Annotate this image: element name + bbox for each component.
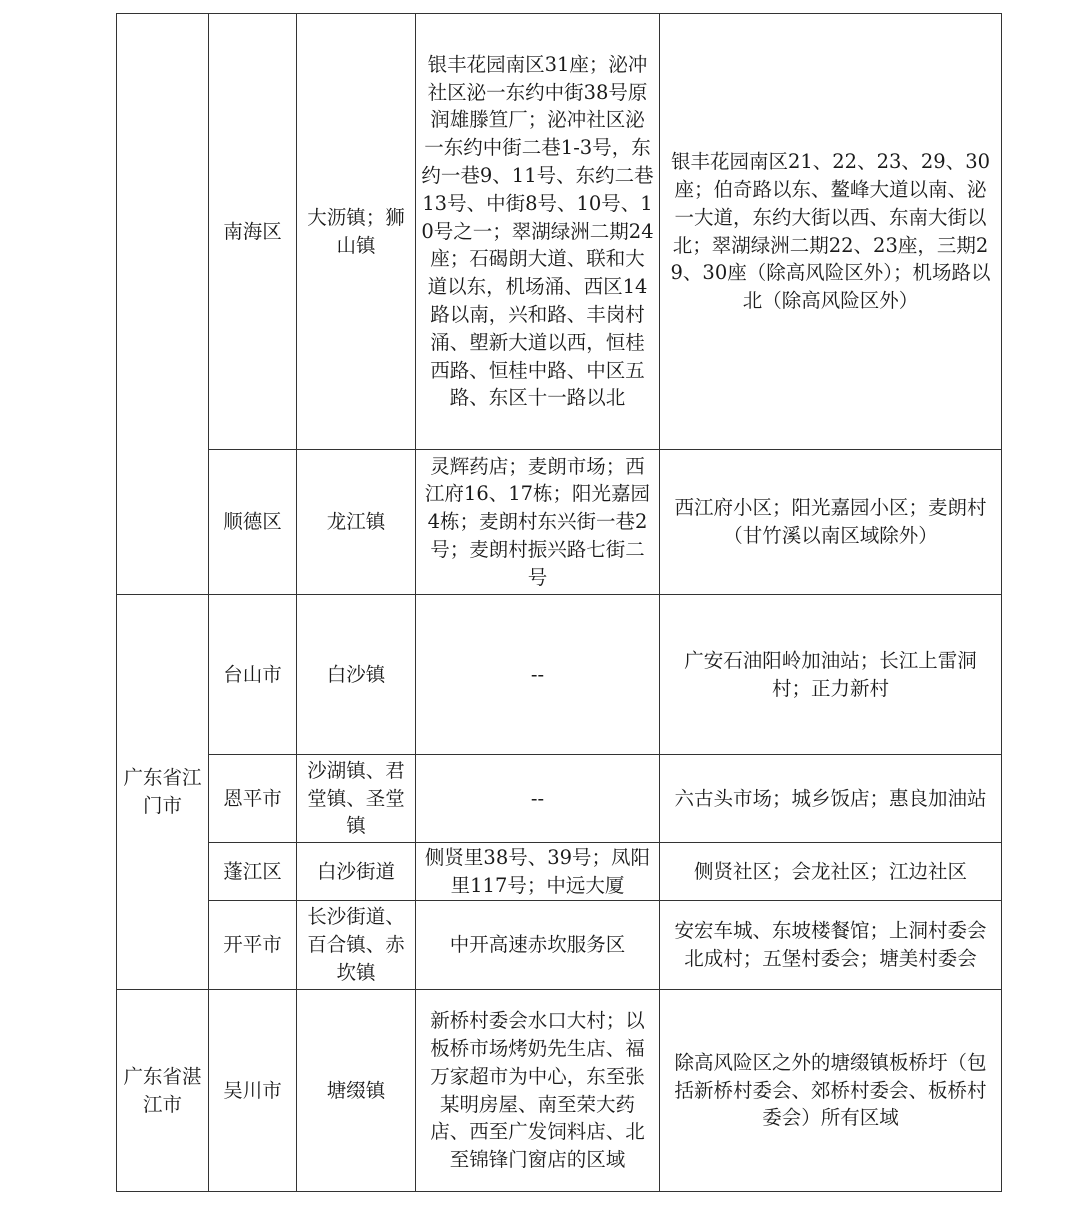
table-row — [117, 595, 1002, 755]
medium-risk-cell: 广安石油阳岭加油站；长江上雷洞村；正力新村 — [660, 595, 1002, 755]
district-cell: 顺德区 — [209, 450, 297, 595]
medium-risk-cell: 西江府小区；阳光嘉园小区；麦朗村（甘竹溪以南区域除外） — [660, 450, 1002, 595]
high-risk-cell: 中开高速赤坎服务区 — [416, 901, 660, 990]
district-cell: 开平市 — [209, 901, 297, 990]
city-cell: 广东省江门市 — [117, 595, 209, 990]
town-cell: 龙江镇 — [297, 450, 416, 595]
high-risk-cell: 侧贤里38号、39号；凤阳里117号；中远大厦 — [416, 843, 660, 901]
town-cell: 长沙街道、百合镇、赤坎镇 — [297, 901, 416, 990]
medium-risk-cell: 银丰花园南区21、22、23、29、30座；伯奇路以东、鳌峰大道以南、泌一大道，东约大街以西、东南大街以北；翠湖绿洲二期22、23座，三期29、30座（除高风险区外）；机场路以北（除高风险区外） — [660, 14, 1002, 450]
district-cell: 南海区 — [209, 14, 297, 450]
table-row — [117, 901, 1002, 990]
town-cell: 大沥镇；狮山镇 — [297, 14, 416, 450]
medium-risk-cell: 安宏车城、东坡楼餐馆；上洞村委会北成村；五堡村委会；塘美村委会 — [660, 901, 1002, 990]
table-row — [117, 14, 1002, 450]
city-cell — [117, 14, 209, 595]
district-cell: 台山市 — [209, 595, 297, 755]
risk-area-table — [116, 13, 1002, 1192]
city-cell: 广东省湛江市 — [117, 990, 209, 1192]
table-row — [117, 450, 1002, 595]
district-cell: 恩平市 — [209, 755, 297, 843]
town-cell: 白沙镇 — [297, 595, 416, 755]
town-cell: 白沙街道 — [297, 843, 416, 901]
district-cell: 吴川市 — [209, 990, 297, 1192]
table-row — [117, 755, 1002, 843]
medium-risk-cell: 侧贤社区；会龙社区；江边社区 — [660, 843, 1002, 901]
high-risk-cell: 银丰花园南区31座；泌冲社区泌一东约中街38号原润雄滕笪厂；泌冲社区泌一东约中街二巷1-3号，东约一巷9、11号、东约二巷13号、中街8号、10号、10号之一；翠湖绿洲二期24座；石碣朗大道、联和大道以东，机场涌、西区14路以南，兴和路、丰岗村涌、塱新大道以西，恒桂西路、恒桂中路、中区五路、东区十一路以北 — [416, 14, 660, 450]
district-cell: 蓬江区 — [209, 843, 297, 901]
town-cell: 沙湖镇、君堂镇、圣堂镇 — [297, 755, 416, 843]
high-risk-cell: 灵辉药店；麦朗市场；西江府16、17栋；阳光嘉园4栋；麦朗村东兴街一巷2号；麦朗村振兴路七街二号 — [416, 450, 660, 595]
town-cell: 塘缀镇 — [297, 990, 416, 1192]
table-row — [117, 843, 1002, 901]
medium-risk-cell: 除高风险区之外的塘缀镇板桥圩（包括新桥村委会、郊桥村委会、板桥村委会）所有区域 — [660, 990, 1002, 1192]
high-risk-cell: -- — [416, 595, 660, 755]
high-risk-cell: 新桥村委会水口大村；以板桥市场烤奶先生店、福万家超市为中心，东至张某明房屋、南至荣大药店、西至广发饲料店、北至锦锋门窗店的区域 — [416, 990, 660, 1192]
table-row — [117, 990, 1002, 1192]
medium-risk-cell: 六古头市场；城乡饭店；惠良加油站 — [660, 755, 1002, 843]
high-risk-cell: -- — [416, 755, 660, 843]
